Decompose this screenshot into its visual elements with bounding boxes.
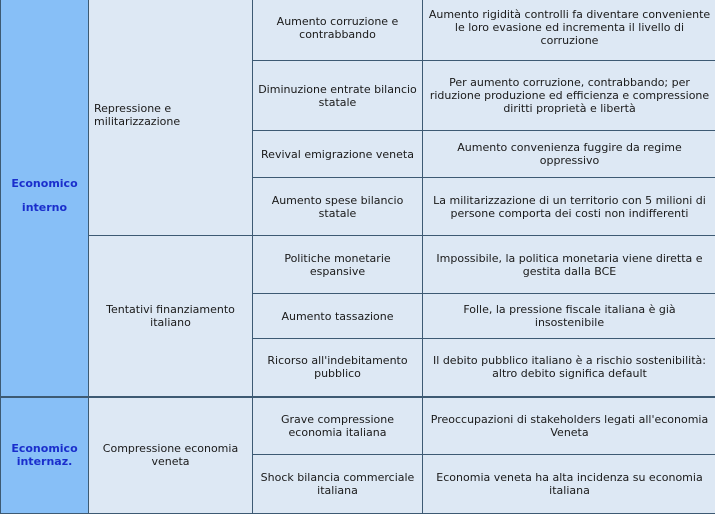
effect-cell: Ricorso all'indebitamento pubblico <box>253 339 423 397</box>
effect-cell: Grave compressione economia italiana <box>253 397 423 455</box>
note-cell: Aumento convenienza fuggire da regime oppressivo <box>423 131 715 178</box>
note-cell: Folle, la pressione fiscale italiana è già insostenibile <box>423 294 715 339</box>
effect-cell: Aumento tassazione <box>253 294 423 339</box>
category-cell-economico-internaz <box>1 397 89 514</box>
category-label-line1: Economico <box>11 442 78 456</box>
table-row <box>1 0 715 61</box>
category-label-line1: Economico <box>11 176 78 190</box>
effect-cell: Aumento corruzione e contrabbando <box>253 0 423 61</box>
note-cell: La militarizzazione di un territorio con 5 milioni di persone comporta dei costi non indifferenti <box>423 178 715 236</box>
note-cell: Economia veneta ha alta incidenza su economia italiana <box>423 455 715 514</box>
note-cell: Aumento rigidità controlli fa diventare conveniente le loro evasione ed incrementa il livello di corruzione <box>423 0 715 61</box>
table-row <box>1 397 715 455</box>
effect-cell: Diminuzione entrate bilancio statale <box>253 61 423 131</box>
subcategory-cell-finanziamento: Tentativi finanziamento italiano <box>89 236 253 397</box>
effect-cell: Aumento spese bilancio statale <box>253 178 423 236</box>
note-cell: Impossibile, la politica monetaria viene diretta e gestita dalla BCE <box>423 236 715 294</box>
category-label-line2: internaz. <box>16 455 73 469</box>
effect-cell: Politiche monetarie espansive <box>253 236 423 294</box>
effect-cell: Revival emigrazione veneta <box>253 131 423 178</box>
category-cell-economico-interno <box>1 0 89 397</box>
note-cell: Il debito pubblico italiano è a rischio sostenibilità: altro debito significa default <box>423 339 715 397</box>
table-row <box>1 236 715 294</box>
effect-cell: Shock bilancia commerciale italiana <box>253 455 423 514</box>
note-cell: Preoccupazioni di stakeholders legati all'economia Veneta <box>423 397 715 455</box>
note-cell: Per aumento corruzione, contrabbando; per riduzione produzione ed efficienza e compressione diritti proprietà e libertà <box>423 61 715 131</box>
subcategory-cell-repressione: Repressione e militarizzazione <box>89 0 253 236</box>
subcategory-cell-compressione: Compressione economia veneta <box>89 397 253 514</box>
category-label-line2: interno <box>21 200 68 214</box>
